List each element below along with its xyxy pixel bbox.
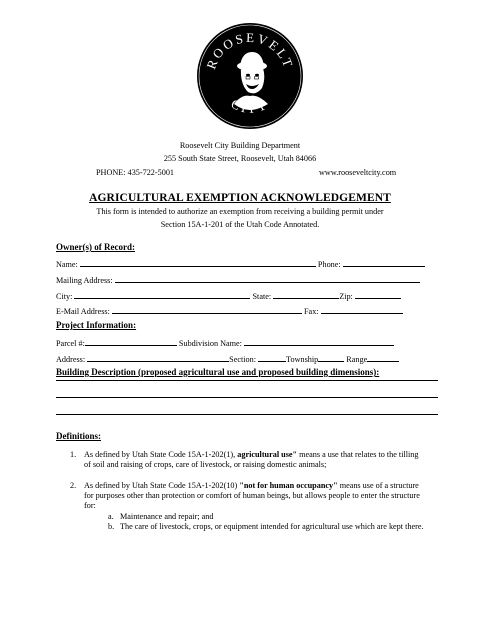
page-title: AGRICULTURAL EXEMPTION ACKNOWLEDGEMENT	[89, 192, 391, 204]
fax-field[interactable]	[321, 305, 403, 314]
subitem-a	[108, 512, 438, 522]
definition-1-term: agricultural use"	[237, 450, 298, 459]
address-label: Address:	[56, 355, 86, 364]
section-label: Section:	[229, 355, 256, 364]
definition-2	[56, 481, 442, 515]
department-website: www.rooseveltcity.com	[319, 168, 397, 177]
definition-1-number: 1.	[70, 450, 77, 459]
definition-2-post: means use of a structure	[337, 481, 419, 490]
township-field[interactable]	[318, 353, 344, 362]
definition-1-post: means a use that relates to the tilling	[297, 450, 419, 459]
city-logo	[196, 22, 304, 130]
city-field[interactable]	[74, 290, 250, 299]
building-line-3[interactable]	[56, 414, 438, 415]
phone-field[interactable]	[343, 258, 425, 267]
mailing-row	[56, 274, 420, 286]
subitem-b-letter: b.	[108, 522, 115, 531]
building-heading: Building Description (proposed agricultural use and proposed building dimensions):	[56, 367, 380, 377]
subitem-a-text: Maintenance and repair; and	[120, 512, 214, 521]
state-field[interactable]	[273, 290, 339, 299]
definition-2-term: "not for human occupancy"	[239, 481, 338, 490]
email-row	[56, 305, 403, 317]
city-row	[56, 290, 401, 302]
department-address: 255 South State Street, Roosevelt, Utah 84066	[163, 154, 317, 163]
mailing-field[interactable]	[115, 274, 420, 283]
email-label: E-Mail Address:	[56, 307, 110, 316]
definitions-heading: Definitions:	[56, 431, 101, 441]
department-phone: PHONE: 435-722-5001	[96, 168, 175, 177]
fax-label: Fax:	[304, 307, 319, 316]
department-name: Roosevelt City Building Department	[179, 141, 301, 150]
building-line-2[interactable]	[56, 397, 438, 398]
definition-2-line2: for purposes other than protection or comfort of human beings, but allows people to enter the structure	[84, 491, 420, 500]
logo-top-text: ROOSEVELT	[203, 29, 297, 72]
definition-1-pre: As defined by Utah State Code 15A-1-202(1),	[84, 450, 238, 459]
subdivision-label: Subdivision Name:	[178, 339, 242, 348]
range-label: Range	[346, 355, 368, 364]
definition-1-line2: of soil and raising of crops, care of livestock, or raising domestic animals;	[84, 460, 327, 469]
owners-heading: Owner(s) of Record:	[56, 242, 135, 252]
subitem-b-text: The care of livestock, crops, or equipment intended for agricultural use which are kept there.	[120, 522, 424, 531]
subdivision-field[interactable]	[244, 337, 394, 346]
mailing-label: Mailing Address:	[56, 276, 113, 285]
parcel-field[interactable]	[85, 337, 177, 346]
address-field[interactable]	[87, 353, 229, 362]
name-field[interactable]	[80, 258, 316, 267]
definition-2-number: 2.	[70, 481, 77, 490]
intro-line-1: This form is intended to authorize an exemption from receiving a building permit under	[96, 207, 384, 216]
email-field[interactable]	[112, 305, 302, 314]
township-label: Township	[286, 355, 319, 364]
parcel-label: Parcel #:	[56, 339, 85, 348]
name-row	[56, 258, 425, 270]
building-line-1[interactable]	[56, 380, 438, 381]
name-label: Name:	[56, 260, 78, 269]
zip-label: Zip:	[339, 292, 353, 301]
city-seal-icon	[196, 22, 304, 130]
project-heading: Project Information:	[56, 320, 137, 330]
definition-1	[56, 450, 442, 474]
parcel-row	[56, 337, 394, 349]
zip-field[interactable]	[355, 290, 401, 299]
phone-label: Phone:	[317, 260, 341, 269]
city-label: City:	[56, 292, 73, 301]
definition-2-pre: As defined by Utah State Code 15A-1-202(10)	[84, 481, 240, 490]
intro-line-2: Section 15A-1-201 of the Utah Code Annotated.	[160, 220, 320, 229]
subitem-a-letter: a.	[108, 512, 114, 521]
state-label: State:	[252, 292, 272, 301]
definition-2-line3: for:	[84, 501, 96, 510]
address-row	[56, 353, 399, 365]
section-field[interactable]	[258, 353, 286, 362]
range-field[interactable]	[367, 353, 399, 362]
subitem-b	[108, 522, 438, 532]
